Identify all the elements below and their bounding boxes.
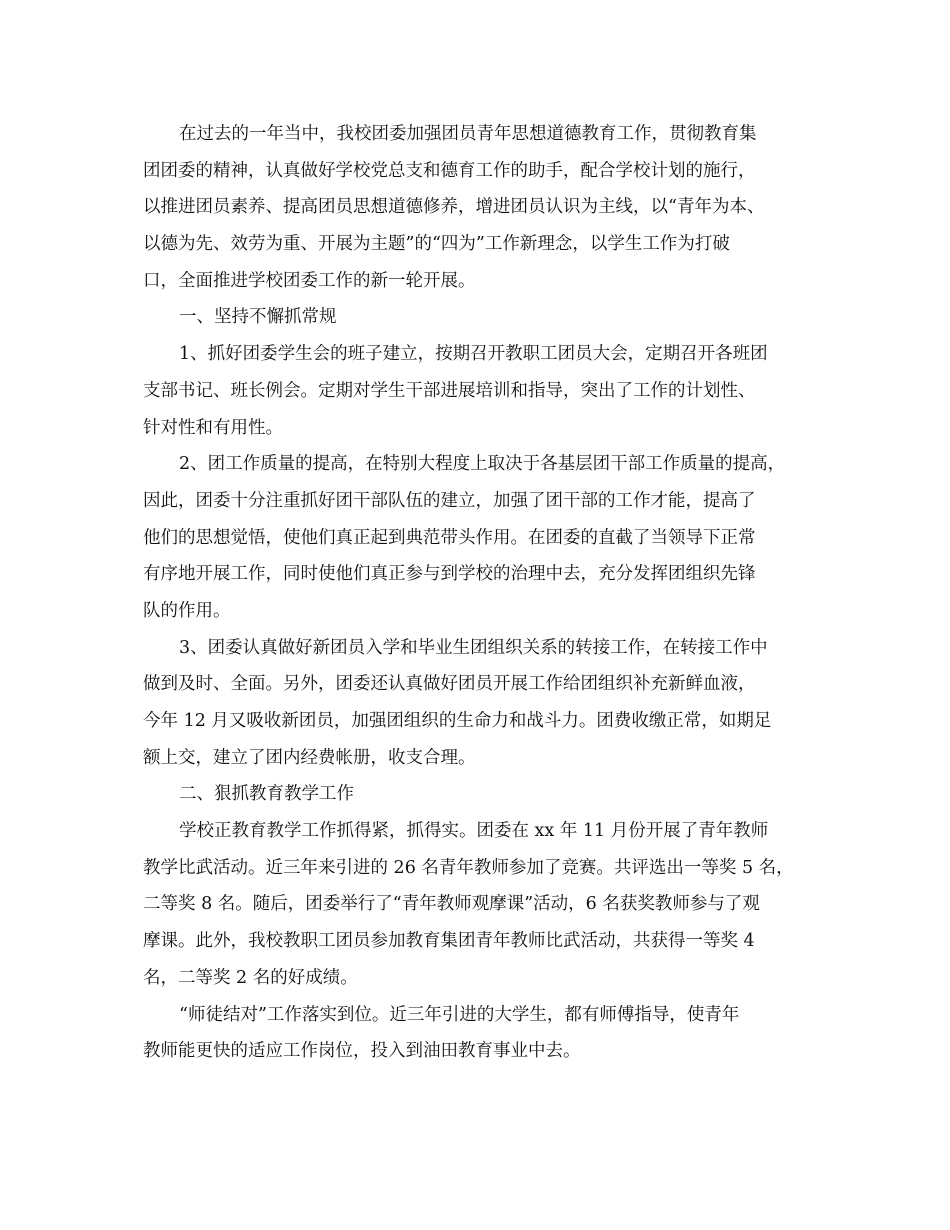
text-line: 针对性和有用性。	[143, 417, 283, 438]
text-line: 口，全面推进学校团委工作的新一轮开展。	[143, 270, 476, 291]
text-line: 2、团工作质量的提高，在特别大程度上取决于各基层团干部工作质量的提高，	[179, 454, 786, 475]
section-heading: 二、狠抓教育教学工作	[179, 784, 354, 805]
text-line: 今年 12 月又吸收新团员，加强团组织的生命力和战斗力。团费收缴正常，如期足	[143, 711, 772, 731]
text-line: 他们的思想觉悟，使他们真正起到典范带头作用。在团委的直截了当领导下正常	[143, 527, 756, 548]
text-line: 名，二等奖 2 名的好成绩。	[143, 967, 358, 988]
text-line: 在过去的一年当中，我校团委加强团员青年思想道德教育工作，贯彻教育集	[179, 124, 757, 144]
text-line: 教学比武活动。近三年来引进的 26 名青年教师参加了竞赛。共评选出一等奖 5 名，	[143, 857, 794, 878]
text-line: 以德为先、效劳为重、开展为主题”的“四为”工作新理念，以学生工作为打破	[143, 234, 730, 255]
document-body	[143, 116, 823, 1070]
text-line: 3、团委认真做好新团员入学和毕业生团组织关系的转接工作，在转接工作中	[179, 637, 768, 658]
text-line: “师徒结对”工作落实到位。近三年引进的大学生，都有师傅指导，使青年	[179, 1004, 740, 1025]
text-line: 二等奖 8 名。随后，团委举行了“青年教师观摩课”活动，6 名获奖教师参与了观	[143, 894, 760, 915]
text-line: 1、抓好团委学生会的班子建立，按期召开教职工团员大会，定期召开各班团	[179, 344, 768, 365]
text-line: 摩课。此外，我校教职工团员参加教育集团青年教师比武活动，共获得一等奖 4	[143, 931, 755, 952]
text-line: 做到及时、全面。另外，团委还认真做好团员开展工作给团组织补充新鲜血液，	[143, 674, 756, 695]
text-line: 因此，团委十分注重抓好团干部队伍的建立，加强了团干部的工作才能，提高了	[143, 490, 756, 511]
text-line: 教师能更快的适应工作岗位，投入到油田教育事业中去。	[143, 1041, 581, 1062]
text-line: 队的作用。	[143, 600, 231, 621]
text-line: 额上交，建立了团内经费帐册，收支合理。	[143, 747, 476, 768]
text-line: 有序地开展工作，同时使他们真正参与到学校的治理中去，充分发挥团组织先锋	[143, 564, 756, 585]
text-line: 支部书记、班长例会。定期对学生干部进展培训和指导，突出了工作的计划性、	[143, 380, 756, 401]
section-heading: 一、坚持不懈抓常规	[179, 307, 337, 328]
text-line: 团团委的精神，认真做好学校党总支和德育工作的助手，配合学校计划的施行，	[143, 160, 756, 181]
text-line: 以推进团员素养、提高团员思想道德修养，增进团员认识为主线，以“青年为本、	[143, 197, 765, 218]
text-line: 学校正教育教学工作抓得紧，抓得实。团委在 xx 年 11 月份开展了青年教师	[179, 821, 769, 842]
